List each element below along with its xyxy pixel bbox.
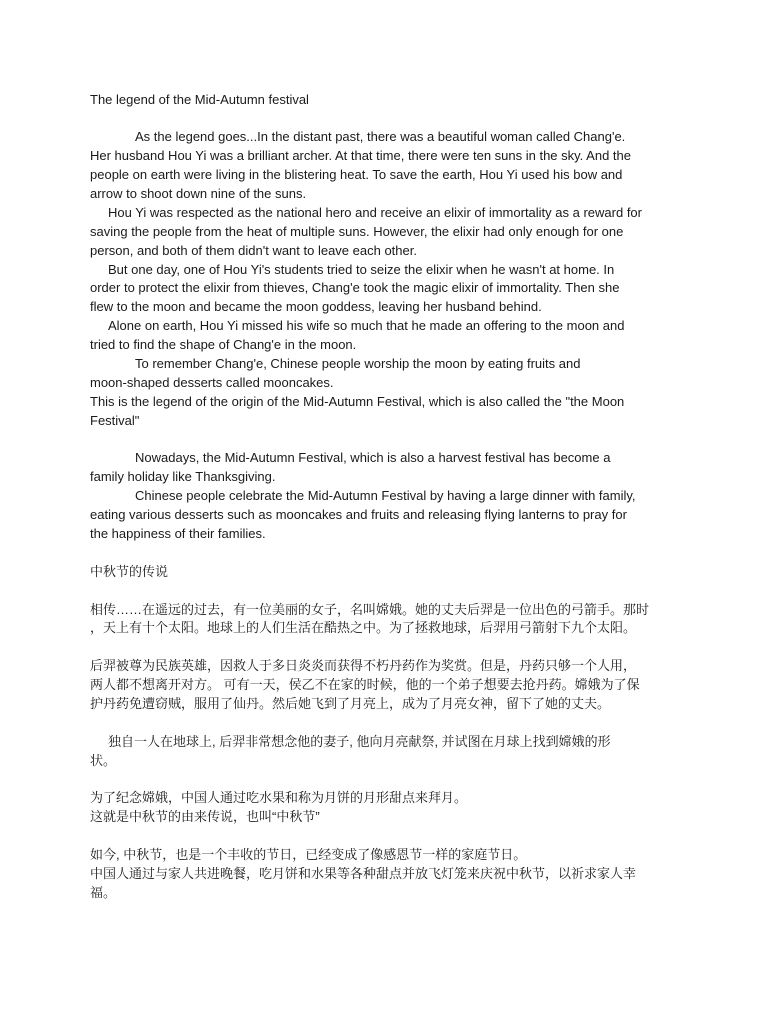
text-line: Nowadays, the Mid-Autumn Festival, which is also a harvest festival has become a (135, 450, 611, 466)
english-title: The legend of the Mid-Autumn festival (90, 91, 309, 107)
text-line: 福。 (90, 884, 117, 900)
text-line: 独自一人在地球上, 后羿非常想念他的妻子, 他向月亮献祭, 并试图在月球上找到嫦娥的形 (108, 733, 611, 749)
text-line: 两人都不想离开对方。 可有一天，侯乙不在家的时候，他的一个弟子想要去抢丹药。嫦娥为了保 (90, 677, 640, 693)
chinese-paragraph (90, 789, 730, 827)
text-line: ，天上有十个太阳。地球上的人们生活在酷热之中。为了拯救地球，后羿用弓箭射下九个太阳。 (90, 620, 637, 636)
text-line: 为了纪念嫦娥，中国人通过吃水果和称为月饼的月形甜点来拜月。 (90, 790, 468, 806)
text-line: eating various desserts such as mooncakes and fruits and releasing flying lanterns to pray for (90, 507, 627, 523)
english-paragraph (90, 261, 730, 318)
text-line: Her husband Hou Yi was a brilliant archer. At that time, there were ten suns in the sky. And the (90, 148, 631, 164)
blank-line (90, 771, 730, 790)
english-paragraph (90, 317, 730, 355)
chinese-paragraph (90, 657, 730, 714)
text-line: 相传……在遥远的过去，有一位美丽的女子，名叫嫦娥。她的丈夫后羿是一位出色的弓箭手。那时 (90, 601, 650, 617)
text-line: 状。 (90, 752, 117, 768)
english-paragraph (90, 355, 730, 393)
text-line: Hou Yi was respected as the national hero and receive an elixir of immortality as a reward for (108, 204, 642, 220)
text-line: To remember Chang'e, Chinese people worship the moon by eating fruits and (135, 355, 581, 371)
english-paragraph (90, 128, 730, 204)
chinese-paragraph (90, 733, 730, 771)
chinese-title: 中秋节的传说 (90, 563, 169, 579)
english-paragraph (90, 487, 730, 544)
english-paragraph (90, 204, 730, 261)
blank-line (90, 109, 730, 128)
blank-line (90, 582, 730, 601)
blank-line (90, 544, 730, 563)
text-line: moon-shaped desserts called mooncakes. (90, 374, 334, 390)
text-line: This is the legend of the origin of the Mid-Autumn Festival, which is also called the "the Moon (90, 393, 625, 409)
text-line: tried to find the shape of Chang'e in the moon. (90, 337, 357, 353)
english-paragraph (90, 449, 730, 487)
text-line: As the legend goes...In the distant past, there was a beautiful woman called Chang'e. (135, 129, 626, 145)
text-line: saving the people from the heat of multiple suns. However, the elixir had only enough for one (90, 223, 624, 239)
text-line: flew to the moon and became the moon goddess, leaving her husband behind. (90, 299, 542, 315)
text-line: arrow to shoot down nine of the suns. (90, 185, 307, 201)
text-line: 中国人通过与家人共进晚餐，吃月饼和水果等各种甜点并放飞灯笼来庆祝中秋节，以祈求家人幸 (90, 866, 637, 882)
text-line: the happiness of their families. (90, 525, 266, 541)
chinese-paragraph (90, 846, 730, 903)
chinese-paragraph (90, 601, 730, 639)
blank-line (90, 431, 730, 450)
text-line: person, and both of them didn't want to leave each other. (90, 242, 417, 258)
blank-line (90, 827, 730, 846)
text-line: Chinese people celebrate the Mid-Autumn Festival by having a large dinner with family, (135, 488, 636, 504)
text-line: 如今, 中秋节，也是一个丰收的节日，已经变成了像感恩节一样的家庭节日。 (90, 847, 527, 863)
text-line: Festival" (90, 412, 140, 428)
text-line: 护丹药免遭窃贼，服用了仙丹。然后她飞到了月亮上，成为了月亮女神，留下了她的丈夫。 (90, 696, 611, 711)
text-line: But one day, one of Hou Yi's students tried to seize the elixir when he wasn't at home. In (108, 261, 615, 277)
text-line: 后羿被尊为民族英雄，因救人于多日炎炎而获得不朽丹药作为奖赏。但是，丹药只够一个人用， (90, 658, 637, 674)
text-line: order to protect the elixir from thieves, Chang'e took the magic elixir of immortality. Then she (90, 280, 620, 296)
blank-line (90, 638, 730, 657)
text-line: family holiday like Thanksgiving. (90, 469, 276, 485)
text-line: 这就是中秋节的由来传说，也叫“中秋节” (90, 809, 320, 825)
blank-line (90, 714, 730, 733)
text-line: Alone on earth, Hou Yi missed his wife so much that he made an offering to the moon and (108, 318, 625, 334)
english-paragraph (90, 393, 730, 431)
text-line: people on earth were living in the blistering heat. To save the earth, Hou Yi used his bow and (90, 167, 623, 183)
document-body (90, 91, 730, 903)
